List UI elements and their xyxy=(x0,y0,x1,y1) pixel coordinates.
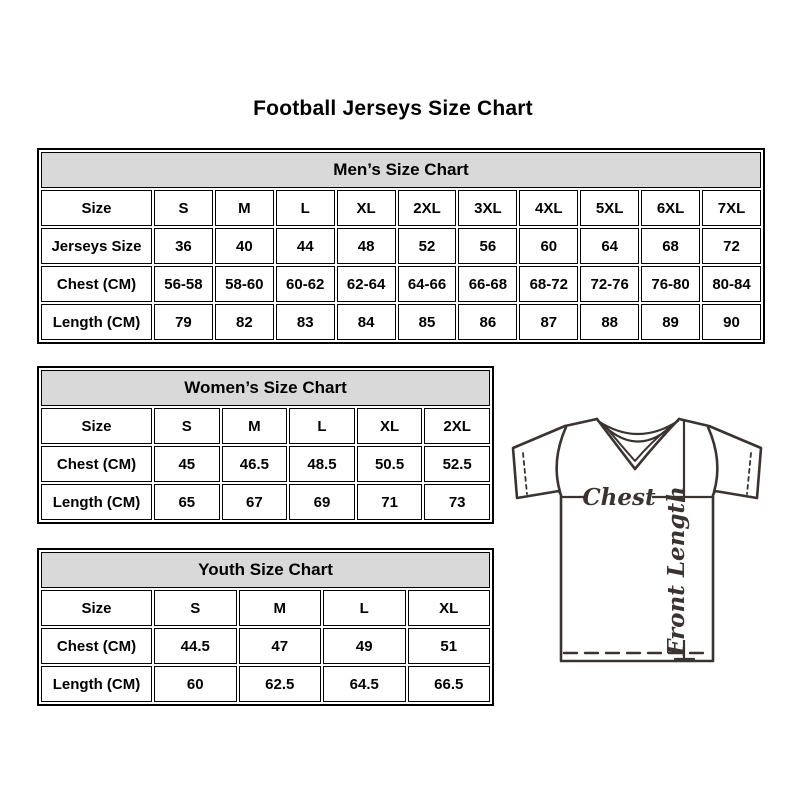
table-cell: 79 xyxy=(154,304,213,340)
table-title: Women’s Size Chart xyxy=(41,370,490,406)
table-cell: 72-76 xyxy=(580,266,639,302)
table-cell: 40 xyxy=(215,228,274,264)
row-label: Chest (CM) xyxy=(41,266,152,302)
table-cell: 52 xyxy=(398,228,457,264)
table-row xyxy=(41,666,490,702)
table-title: Youth Size Chart xyxy=(41,552,490,588)
table-cell: 60-62 xyxy=(276,266,335,302)
row-label: Size xyxy=(41,590,152,626)
table-cell: 7XL xyxy=(702,190,761,226)
table-cell: 6XL xyxy=(641,190,700,226)
table-cell: 62.5 xyxy=(239,666,322,702)
size-table xyxy=(37,366,494,524)
table-cell: 50.5 xyxy=(357,446,423,482)
table-cell: 64 xyxy=(580,228,639,264)
table-cell: 58-60 xyxy=(215,266,274,302)
table-cell: M xyxy=(215,190,274,226)
table-cell: 72 xyxy=(702,228,761,264)
table-cell: 85 xyxy=(398,304,457,340)
table-cell: 36 xyxy=(154,228,213,264)
table-cell: 66-68 xyxy=(458,266,517,302)
table-row xyxy=(41,266,761,302)
table-cell: 49 xyxy=(323,628,406,664)
table-cell: 44 xyxy=(276,228,335,264)
table-cell: L xyxy=(276,190,335,226)
table-cell: 87 xyxy=(519,304,578,340)
table-cell: 71 xyxy=(357,484,423,520)
table-cell: 89 xyxy=(641,304,700,340)
chest-label: Chest xyxy=(582,484,656,511)
table-cell: S xyxy=(154,190,213,226)
table-cell: 3XL xyxy=(458,190,517,226)
youth-size-chart-table xyxy=(37,548,494,706)
right-cuff-dashed-line xyxy=(747,453,751,494)
table-cell: 66.5 xyxy=(408,666,491,702)
table-cell: 64-66 xyxy=(398,266,457,302)
row-label: Jerseys Size xyxy=(41,228,152,264)
table-cell: XL xyxy=(337,190,396,226)
table-cell: 82 xyxy=(215,304,274,340)
table-cell: 67 xyxy=(222,484,288,520)
table-cell: 68 xyxy=(641,228,700,264)
left-armhole-seam xyxy=(557,427,566,492)
right-armhole-seam xyxy=(708,427,717,492)
table-cell: L xyxy=(323,590,406,626)
row-label: Chest (CM) xyxy=(41,628,152,664)
table-row xyxy=(41,190,761,226)
table-cell: 48.5 xyxy=(289,446,355,482)
table-cell: S xyxy=(154,590,237,626)
table-row xyxy=(41,628,490,664)
jersey-measurement-diagram xyxy=(498,398,790,690)
table-cell: 46.5 xyxy=(222,446,288,482)
front-length-label: Front Length xyxy=(663,486,690,656)
size-table xyxy=(37,148,765,344)
table-title: Men’s Size Chart xyxy=(41,152,761,188)
row-label: Size xyxy=(41,408,152,444)
row-label: Size xyxy=(41,190,152,226)
left-cuff-dashed-line xyxy=(523,453,527,494)
table-cell: 80-84 xyxy=(702,266,761,302)
table-cell: L xyxy=(289,408,355,444)
table-cell: 68-72 xyxy=(519,266,578,302)
table-cell: M xyxy=(222,408,288,444)
table-cell: 73 xyxy=(424,484,490,520)
table-cell: 86 xyxy=(458,304,517,340)
table-cell: 2XL xyxy=(398,190,457,226)
table-cell: 69 xyxy=(289,484,355,520)
table-row xyxy=(41,228,761,264)
table-cell: 84 xyxy=(337,304,396,340)
table-cell: 4XL xyxy=(519,190,578,226)
page-title: Football Jerseys Size Chart xyxy=(253,97,533,120)
table-cell: XL xyxy=(357,408,423,444)
table-row xyxy=(41,446,490,482)
table-cell: 52.5 xyxy=(424,446,490,482)
table-cell: 2XL xyxy=(424,408,490,444)
table-row xyxy=(41,408,490,444)
table-cell: 64.5 xyxy=(323,666,406,702)
table-cell: 65 xyxy=(154,484,220,520)
table-cell: 56 xyxy=(458,228,517,264)
table-row xyxy=(41,484,490,520)
table-cell: M xyxy=(239,590,322,626)
size-table xyxy=(37,548,494,706)
row-label: Length (CM) xyxy=(41,666,152,702)
table-cell: 60 xyxy=(154,666,237,702)
table-cell: 56-58 xyxy=(154,266,213,302)
row-label: Chest (CM) xyxy=(41,446,152,482)
mens-size-chart-table xyxy=(37,148,765,344)
table-cell: 44.5 xyxy=(154,628,237,664)
table-cell: 48 xyxy=(337,228,396,264)
table-cell: S xyxy=(154,408,220,444)
table-row xyxy=(41,590,490,626)
table-cell: 60 xyxy=(519,228,578,264)
table-cell: 90 xyxy=(702,304,761,340)
table-cell: 5XL xyxy=(580,190,639,226)
table-cell: 88 xyxy=(580,304,639,340)
row-label: Length (CM) xyxy=(41,484,152,520)
table-cell: XL xyxy=(408,590,491,626)
jersey-outline xyxy=(513,419,761,661)
table-cell: 47 xyxy=(239,628,322,664)
table-cell: 51 xyxy=(408,628,491,664)
table-cell: 83 xyxy=(276,304,335,340)
table-row xyxy=(41,304,761,340)
table-cell: 62-64 xyxy=(337,266,396,302)
table-cell: 45 xyxy=(154,446,220,482)
jersey-diagram-svg xyxy=(498,398,790,690)
table-cell: 76-80 xyxy=(641,266,700,302)
womens-size-chart-table xyxy=(37,366,494,524)
row-label: Length (CM) xyxy=(41,304,152,340)
